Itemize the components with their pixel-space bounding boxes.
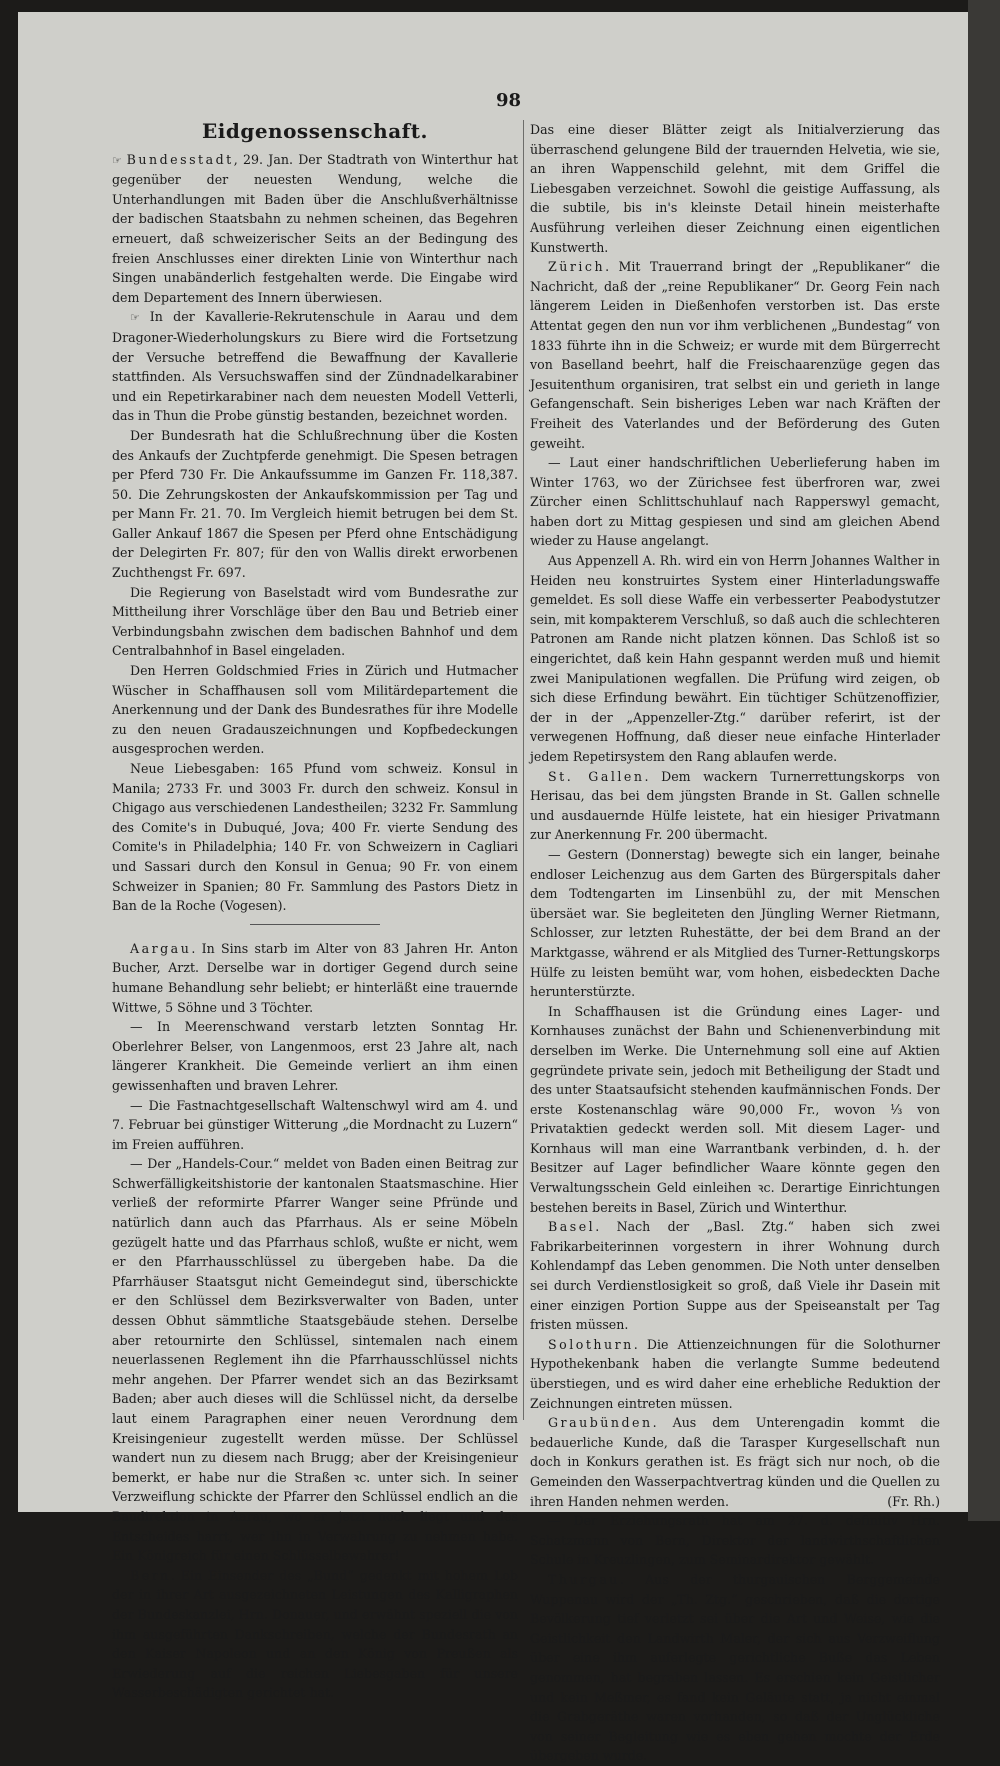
place-label: Graubünden — [548, 1415, 653, 1431]
section-title: Eidgenossenschaft. — [202, 119, 428, 143]
left-column — [112, 120, 518, 1703]
article-text: wird ein von Herrn Johannes Walther in Heiden neu konstruirtes System einer Hinterladungswaffe gemeldet. Es soll diese Waffe ein verbesserter Peabodystutzer sein, mit kompakterem Verschluß, so daß auch die schlechteren Patronen am Rande nicht platzen können. Das Schloß ist so eingerichtet, daß kein Hahn gespannt werden muß und hiemit zwei Manipulationen wegfallen. Die Prüfung wird zeigen, ob sich diese Erfindung bewährt. Ein tüchtiger Schützenoffizier, der in der „Appenzeller-Ztg.“ darüber referirt, ist der verwegenen Hoffnung, daß dieser neue einfache Hinterlader jedem Repetirsystem den Rang ablaufen werde. — [530, 553, 940, 764]
article-appenzell — [530, 551, 940, 767]
article-gradauszeichnungen: Den Herren Goldschmied Fries in Zürich und Hutmacher Wüscher in Schaffhausen soll vom Militärdepartement die Anerkennung und der Dank des Bundesrathes für ihre Modelle zu den neuen Gradauszeichnungen und Kopfbedeckungen ausgesprochen werden. — [112, 663, 518, 757]
article-text: . Ein Einsender des „Bund“ gedenkt mit hohem Lob der in ihrer Art ausgezeichneten Leistungen des Kalligraphen der Bundeskanzlei, Hrn. Donauer, und erwähnt speziell die von ihm ausgeführten Dankschreiben, welche der Bundesrath an den Kaiser Napoleon und an den König von Preußen als Erwiederung auf die reichen Liebesgaben für unsere Wasserbeschädigten gerichtet hat. — [112, 1567, 518, 1701]
article-thurgau — [530, 1570, 940, 1766]
article-graubuenden — [530, 1413, 940, 1511]
article-baden-schluessel: — Der „Handels-Cour.“ meldet von Baden einen Beitrag zur Schwerfälligkeitshistorie der kantonalen Staatsmaschine. Hier verließ der reformirte Pfarrer Wanger seine Pfründe und natürlich dann auch das Pfarrhaus. Als er seine Möbeln gezügelt hatte und das Pfarrhaus schloß, wußte er nicht, wem er den Pfarrhausschlüssel zu übergeben habe. Da die Pfarrhäuser Staatsgut nicht Gemeindegut sind, überschickte er den Schlüssel dem Bezirksverwalter von Baden, unter dessen Obhut sämmtliche Staatsgebäude stehen. Derselbe aber retournirte den Schlüssel, sintemalen nach einem neuerlassenen Reglement ihn die Pfarrhausschlüssel nichts mehr angehen. Der Pfarrer wendet sich an das Bezirksamt Baden; aber auch dieses will die Schlüssel nicht, da derselbe laut einem Paragraphen einer neuen Verordnung dem Kreisingenieur zugestellt werden müsse. Der Schlüssel wandert nun zu diesem nach Brugg; aber der Kreisingenieur bemerkt, er habe nur die Straßen ꝛc. unter sich. In seiner Verzweiflung schickte der Pfarrer den Schlüssel endlich an die Baudirektion in Aarau, wo er jetzt noch liegt und des Entscheides harrt, wer ihn in Verwahrung zu nehmen habe. Ein Königreich für einen Schlüsselbewahrer! — [112, 1156, 518, 1564]
place-label: St. Gallen — [548, 768, 645, 784]
pointer-glyph-icon: ☞ — [112, 153, 127, 167]
page-number: 98 — [496, 90, 522, 111]
article-st-gallen — [530, 767, 940, 845]
article-text: In der Kavallerie-Rekrutenschule in Aarau und dem Dragoner-Wiederholungskurs zu Biere wird die Fortsetzung der Versuche betreffend die Bewaffnung der Kavallerie stattfinden. Als Versuchswaffen sind der Zündnadelkarabiner und ein Repetirkarabiner nach dem neuesten Modell Vetterli, das in Thun die Probe günstig bestanden, bezeichnet worden. — [112, 309, 519, 424]
right-column — [530, 120, 940, 1766]
source-attribution: (Fr. Rh.) — [887, 1493, 940, 1509]
place-label: Aus Appenzell A. Rh. — [548, 553, 682, 569]
newspaper-page — [18, 12, 968, 1764]
section-divider — [250, 924, 380, 925]
article-text: . Dem wackern Turnerrettungskorps von Herisau, das bei dem jüngsten Brande in St. Gallen schnelle und ausdauernde Hülfe leistete, hat ein hiesiger Privatmann zur Anerkennung Fr. 200 übermacht. — [530, 768, 940, 843]
article-text: . Aus der thurgauischen Berggemeinde Wuppenau wird der „Th. Ztg.“ geschrieben, daß die dortige Bevölkerung tief verletzt sei über die Art und Weise, wie die Geistlichkeit den Landwirth Maler, der sich aus Verzweiflung über eine ihm auferlegte gerichtliche Buße das Leben genommen, hat begraben lassen. Es erschien kein Geistlicher und kein Meßmer, es fand kein Geläute statt, ja nicht einmal die Grabgeräthe waren vorhanden, so daß der Unglückliche von seiner Begleitung wie es eben gehen mochte der Erde übergeben wurde. — [530, 1571, 940, 1764]
article-text: . Mit Trauerrand bringt der „Republikaner“ die Nachricht, daß der „reine Republikaner“ Dr. Georg Fein nach längerem Leiden in Dießenhofen verstorben ist. Das erste Attentat gegen den nun vor ihm verblichenen „Bundestag“ von 1833 führte ihn in die Schweiz; er wurde mit dem Bürgerrecht von Baselland beehrt, half die Freischaarenzüge gegen das Jesuitenthum organisiren, trat selbst ein und gerieth in lange Gefangenschaft. Sein bisheriges Leben war nach Kräften der Freiheit des Vaterlandes und der Beförderung des Guten geweiht. — [530, 259, 940, 451]
article-text: . Nach der „Basl. Ztg.“ haben sich zwei Fabrikarbeiterinnen vorgestern in ihrer Wohnung durch Kohlendampf das Leben genommen. Die Noth unter denselben sei durch Verdienstlosigkeit so groß, daß Viele ihr Dasein mit einer einzigen Portion Suppe aus der Speiseanstalt per Tag fristen müssen. — [530, 1219, 940, 1333]
place-label: Bern — [130, 1567, 171, 1583]
place-label: Basel — [548, 1219, 596, 1235]
place-label: Aargau — [130, 940, 192, 956]
article-bern-continued: Das eine dieser Blätter zeigt als Initialverzierung das überraschend gelungene Bild der trauernden Helvetia, wie sie, an ihren Wappenschild gelehnt, mit dem Griffel die Liebesgaben verzeichnet. Sowohl die geistige Auffassung, als die subtile, bis in's kleinste Detail hinein meisterhafte Ausführung verleihen dieser Zeichnung einen eigentlichen Kunstwerth. — [530, 122, 940, 255]
article-zuerichsee: — Laut einer handschriftlichen Ueberlieferung haben im Winter 1763, wo der Zürichsee fest überfroren war, zwei Zürcher einen Schlittschuhlauf nach Rapperswyl gemacht, haben dort zu Mittag gespiesen und sind am gleichen Abend wieder zu Hause angelangt. — [530, 455, 940, 549]
article-erziehungsrath: — Der Erziehungsrath hat am 27. d. definitiv Hrn. Schatzmann von Bern, Direktor der landwirthschaftlichen Schule in Kreuzlingen, zum Seminardirektor gewählt. — [530, 1513, 940, 1568]
article-aargau — [112, 939, 518, 1017]
article-waltenschwyl: — Die Fastnachtgesellschaft Waltenschwyl wird am 4. und 7. Februar bei günstiger Witterung „die Mordnacht zu Luzern“ im Freien aufführen. — [112, 1097, 518, 1152]
article-text: . Die Attienzeichnungen für die Solothurner Hypothekenbank haben die verlangte Summe bedeutend überstiegen, und es wird daher eine erhebliche Reduktion der Zeichnungen eintreten müssen. — [530, 1336, 940, 1411]
article-text: , 29. Jan. Der Stadtrath von Winterthur hat gegenüber der neuesten Wendung, welche die Unterhandlungen mit Baden über die Anschlußverhältnisse der badischen Staatsbahn zu nehmen scheinen, das Begehren erneuert, daß schweizerischer Seits an der Bedingung des freien Anschlusses einer direkten Linie von Winterthur nach Singen unabänderlich festgehalten werde. Die Eingabe wird dem Departement des Innern überwiesen. — [112, 151, 518, 305]
article-text: . Aus dem Unterengadin kommt die bedauerliche Kunde, daß die Tarasper Kurgesellschaft nun doch in Konkurs gerathen ist. Es frägt sich nur noch, ob die Gemeinden den Wasserpachtvertrag künden und die Quellen zu ihren Handen nehmen werden. — [530, 1415, 940, 1509]
article-zuerich — [530, 257, 940, 453]
place-label: Thurgau — [548, 1571, 620, 1587]
column-divider — [523, 120, 524, 1420]
article-meerenschwand: — In Meerenschwand verstarb letzten Sonntag Hr. Oberlehrer Belser, von Langenmoos, erst 23 Jahre alt, nach längerer Krankheit. Die Gemeinde verliert an ihm einen gewissenhaften und braven Lehrer. — [112, 1019, 518, 1093]
place-label: Zürich — [548, 259, 606, 275]
article-leichenzug: — Gestern (Donnerstag) bewegte sich ein langer, beinahe endloser Leichenzug aus dem Garten des Bürgerspitals daher dem Todtengarten im Linsenbühl zu, der mit Menschen übersäet war. Sie begleiteten den Jüngling Werner Rietmann, Schlosser, zur letzten Ruhestätte, der bei dem Brand an der Marktgasse, während er als Mitglied des Turner-Rettungskorps Hülfe zu leisten bemüht war, vom hohen, eisbedeckten Dache herunterstürzte. — [530, 846, 940, 1000]
place-label: Solothurn — [548, 1336, 634, 1352]
pointer-glyph-icon: ☞ — [130, 311, 150, 325]
article-liebesgaben: Neue Liebesgaben: 165 Pfund vom schweiz. Konsul in Manila; 2733 Fr. und 3003 Fr. durch den schweiz. Konsul in Chigago aus verschiedenen Landestheilen; 3232 Fr. Sammlung des Comite's in Dubuqué, Jova; 400 Fr. vierte Sendung des Comite's in Philadelphia; 140 Fr. von Schweizern in Cagliari und Sassari durch den Konsul in Genua; 90 Fr. von einem Schweizer in Spanien; 80 Fr. Sammlung des Pastors Dietz in Ban de la Roche (Vogesen). — [112, 761, 518, 914]
article-schaffhausen: In Schaffhausen ist die Gründung eines Lager- und Kornhauses zunächst der Bahn und Schienenverbindung mit derselben im Werke. Die Unternehmung soll eine auf Aktien gegründete private sein, jedoch mit Betheiligung der Stadt und des unter Staatsaufsicht stehenden kaufmännischen Fonds. Der erste Kostenanschlag wäre 90,000 Fr., wovon ⅓ von Privataktien gedeckt werden soll. Mit diesem Lager- und Kornhaus will man eine Warrantbank verbinden, d. h. der Besitzer auf Lager befindlicher Waare könnte gegen den Verwaltungsschein Geld einleihen ꝛc. Derartige Einrichtungen bestehen bereits in Basel, Zürich und Winterthur. — [530, 1003, 940, 1215]
article-bundesstadt — [112, 150, 518, 308]
article-verbindungsbahn: Die Regierung von Baselstadt wird vom Bundesrathe zur Mittheilung ihrer Vorschläge über den Bau und Betrieb einer Verbindungsbahn zwischen dem badischen Bahnhof und dem Centralbahnhof in Basel eingeladen. — [112, 584, 518, 659]
article-kavallerie — [112, 307, 518, 426]
article-solothurn — [530, 1335, 940, 1413]
article-text: . In Sins starb im Alter von 83 Jahren Hr. Anton Bucher, Arzt. Derselbe war in dortiger Gegend durch seine humane Behandlung sehr beliebt; er hinterläßt eine trauernde Wittwe, 5 Söhne und 3 Töchter. — [112, 940, 518, 1015]
page-edge-shadow — [968, 0, 1000, 1521]
article-bern — [112, 1566, 518, 1703]
article-basel — [530, 1217, 940, 1335]
place-label: Bundesstadt — [126, 151, 234, 167]
article-zuchtpferde: Der Bundesrath hat die Schlußrechnung über die Kosten des Ankaufs der Zuchtpferde genehmigt. Die Spesen betragen per Pferd 730 Fr. Die Ankaufssumme im Ganzen Fr. 118,387. 50. Die Zehrungskosten der Ankaufskommission per Tag und per Mann Fr. 21. 70. Im Vergleich hiemit betrugen bei dem St. Galler Ankauf 1867 die Spesen per Pferd ohne Entschädigung der Delegirten Fr. 807; für den von Wallis direkt erworbenen Zuchthengst Fr. 697. — [112, 427, 518, 581]
